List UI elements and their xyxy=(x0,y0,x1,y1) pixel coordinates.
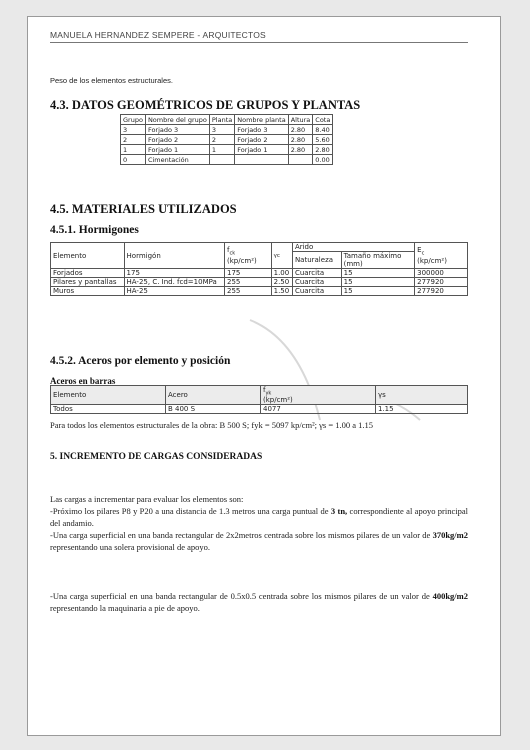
col-gamma-c: γc xyxy=(271,243,292,269)
table-cell: Todos xyxy=(51,405,166,414)
col-hormigon: Hormigón xyxy=(124,243,224,269)
table-row xyxy=(121,145,333,155)
col-ec xyxy=(415,243,468,269)
table-cell: 2 xyxy=(209,135,234,145)
table-cell: 0.00 xyxy=(313,155,333,165)
table-cell: 175 xyxy=(225,269,272,278)
cargas-item-1-value: 3 tn, xyxy=(330,506,348,516)
table-cell: 0 xyxy=(121,155,146,165)
col-fck xyxy=(225,243,272,269)
table-header-row xyxy=(51,386,468,405)
table-cell: B 400 S xyxy=(166,405,261,414)
table-cell: Forjado 2 xyxy=(235,135,288,145)
table-cell: 5.60 xyxy=(313,135,333,145)
hormigones-table xyxy=(50,242,468,296)
table-cell: 3 xyxy=(209,125,234,135)
table-cell xyxy=(209,155,234,165)
col-elemento: Elemento xyxy=(51,243,125,269)
table-row xyxy=(51,278,468,287)
table-cell: Forjado 3 xyxy=(145,125,209,135)
table-row xyxy=(51,405,468,414)
table-cell: Cuarcita xyxy=(292,269,341,278)
table-cell: 1.50 xyxy=(271,287,292,296)
col-acero: Acero xyxy=(166,386,261,405)
table-cell: 2.80 xyxy=(288,125,313,135)
col-elemento: Elemento xyxy=(51,386,166,405)
cargas-item-2 xyxy=(50,529,468,553)
table-cell: Cuarcita xyxy=(292,287,341,296)
col-nombre-planta: Nombre planta xyxy=(235,115,288,125)
table-cell: 8.40 xyxy=(313,125,333,135)
table-cell: 2.80 xyxy=(288,135,313,145)
cargas-intro: Las cargas a incrementar para evaluar los elementos son: xyxy=(50,494,244,504)
fyk-unit: (kp/cm²) xyxy=(263,396,293,405)
table-cell: Forjado 1 xyxy=(235,145,288,155)
cargas-item-2-text-end: representando una solera provisional de apoyo. xyxy=(50,542,211,552)
cargas-item-1-text: -Próximo los pilares P8 y P20 a una distancia de 1.3 metros una carga puntual de xyxy=(50,506,331,516)
table-row xyxy=(51,269,468,278)
col-cota: Cota xyxy=(313,115,333,125)
table-cell: Cuarcita xyxy=(292,278,341,287)
table-cell: 175 xyxy=(124,269,224,278)
table-cell: 4077 xyxy=(261,405,376,414)
table-cell: 2.50 xyxy=(271,278,292,287)
cargas-item-2-value: 370kg/m2 xyxy=(432,530,468,540)
table-cell: 255 xyxy=(225,278,272,287)
table-cell: HA-25 xyxy=(124,287,224,296)
table-cell: 15 xyxy=(341,269,415,278)
groups-table xyxy=(120,114,333,165)
table-cell: 1 xyxy=(209,145,234,155)
table-cell xyxy=(288,155,313,165)
cargas-item-3 xyxy=(50,590,468,614)
section-452-title: 4.5.2. Aceros por elemento y posición xyxy=(50,355,231,367)
cargas-item-3-value: 400kg/m2 xyxy=(432,591,468,601)
cargas-item-1-text-end: correspondiente al apoyo principal del andamio. xyxy=(50,506,469,528)
col-gamma-s: γs xyxy=(376,386,468,405)
acero-note: Para todos los elementos estructurales de la obra: B 500 S; fyk = 5097 kp/cm²; γs = 1.00 a 1.15 xyxy=(50,420,374,430)
table-cell: Cimentación xyxy=(145,155,209,165)
table-cell: HA-25, C. Ind. fcd=10MPa xyxy=(124,278,224,287)
col-planta: Planta xyxy=(209,115,234,125)
fyk-symbol: f xyxy=(263,386,266,394)
table-cell: 2.80 xyxy=(313,145,333,155)
cargas-item-3-text-end: representando la maquinaria a pie de apoyo. xyxy=(50,603,200,613)
ec-symbol: E xyxy=(417,246,422,255)
table-header-row xyxy=(121,115,333,125)
table-cell: 2 xyxy=(121,135,146,145)
col-grupo: Grupo xyxy=(121,115,146,125)
cargas-item-2-text: -Una carga superficial en una banda rectangular de 2x2metros centrada sobre los mismos pilares de un valor de xyxy=(50,530,433,540)
col-naturaleza: Naturaleza xyxy=(292,252,341,269)
section-5-title: 5. INCREMENTO DE CARGAS CONSIDERADAS xyxy=(50,452,263,462)
table-cell: 2.80 xyxy=(288,145,313,155)
table-row xyxy=(121,135,333,145)
col-arido: Arido xyxy=(292,243,414,252)
ec-subscript: c xyxy=(421,250,425,257)
fyk-subscript: yk xyxy=(265,390,272,397)
table-cell: Forjado 3 xyxy=(235,125,288,135)
section-43-title: 4.3. DATOS GEOMÉTRICOS DE GRUPOS Y PLANTAS xyxy=(50,98,361,112)
table-cell: 15 xyxy=(341,287,415,296)
table-header-row xyxy=(51,243,468,252)
table-cell: Forjado 2 xyxy=(145,135,209,145)
ec-unit: (kp/cm²) xyxy=(417,256,447,265)
intro-text: Peso de los elementos estructurales. xyxy=(50,76,173,85)
aceros-table xyxy=(50,385,468,414)
table-row xyxy=(51,287,468,296)
table-cell: Forjados xyxy=(51,269,125,278)
table-cell: 277920 xyxy=(415,287,468,296)
table-cell: Pilares y pantallas xyxy=(51,278,125,287)
fck-unit: (kp/cm²) xyxy=(227,256,257,265)
col-altura: Altura xyxy=(288,115,313,125)
table-cell: 3 xyxy=(121,125,146,135)
cargas-item-1 xyxy=(50,505,468,529)
table-cell: 255 xyxy=(225,287,272,296)
table-row xyxy=(121,125,333,135)
table-cell xyxy=(235,155,288,165)
section-451-title: 4.5.1. Hormigones xyxy=(50,224,139,236)
fck-subscript: ck xyxy=(229,250,236,257)
table-cell: 1 xyxy=(121,145,146,155)
section-45-title: 4.5. MATERIALES UTILIZADOS xyxy=(50,202,237,216)
table-cell: 15 xyxy=(341,278,415,287)
cargas-item-3-text: -Una carga superficial en una banda rectangular de 0.5x0.5 centrada sobre los mismos pilares de un valor de xyxy=(50,591,433,601)
col-nombre-grupo: Nombre del grupo xyxy=(145,115,209,125)
fck-symbol: f xyxy=(227,246,230,255)
aceros-barras-title: Aceros en barras xyxy=(50,376,116,386)
page-header: MANUELA HERNANDEZ SEMPERE - ARQUITECTOS xyxy=(50,30,468,43)
table-cell: 277920 xyxy=(415,278,468,287)
table-cell: 1.00 xyxy=(271,269,292,278)
table-cell: 300000 xyxy=(415,269,468,278)
table-cell: Forjado 1 xyxy=(145,145,209,155)
table-cell: 1.15 xyxy=(376,405,468,414)
table-cell: Muros xyxy=(51,287,125,296)
table-row xyxy=(121,155,333,165)
col-tamano-maximo: Tamaño máximo (mm) xyxy=(341,252,415,269)
col-fyk xyxy=(261,386,376,405)
